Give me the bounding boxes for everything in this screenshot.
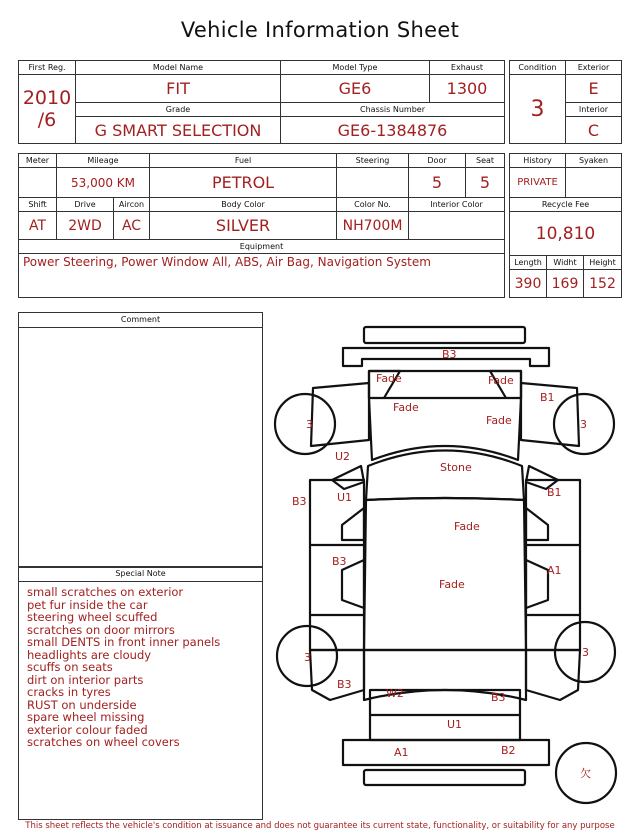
comment-label: Comment [19,313,262,328]
fuel-value: PETROL [150,168,337,198]
steering-label: Steering [337,154,409,168]
grade-value: G SMART SELECTION [76,117,281,144]
chassis-label: Chassis Number [281,103,505,117]
mark-front-right-door: B1 [547,486,562,499]
front-left-fender [311,383,369,446]
page-title: Vehicle Information Sheet [180,18,460,42]
mark-front-left-tyre: 3 [306,418,313,431]
list-item: RUST on underside [27,697,137,712]
mark-rear-bumper-left: A1 [394,746,409,759]
exhaust-label: Exhaust [430,61,505,75]
mark-windshield: U2 [335,450,351,463]
right-rear-door-window [526,560,548,608]
history-value: PRIVATE [510,168,566,198]
list-item: scuffs on seats [27,660,113,674]
first-reg-label: First Reg. [19,61,76,75]
mark-rear-left-quarter: B3 [337,678,352,691]
mark-roof-mid: Fade [454,520,480,533]
front-bumper-part [364,327,525,343]
model-type-label: Model Type [281,61,430,75]
rear-right-quarter [526,650,580,700]
seat-value: 5 [466,168,505,198]
grade-label: Grade [76,103,281,117]
height-value: 152 [584,270,622,298]
list-item: headlights are cloudy [27,647,152,662]
mark-front-right-fender: B1 [540,391,555,404]
list-item: cracks in tyres [27,685,111,699]
mark-hood-right-corner: Fade [488,374,514,387]
first-reg-month: /6 [37,109,57,131]
equipment-label: Equipment [19,240,505,254]
color-no-label: Color No. [337,198,409,212]
fuel-label: Fuel [150,154,337,168]
list-item: exterior colour faded [27,722,148,737]
equipment-value: Power Steering, Power Window All, ABS, Air Bag, Navigation System [19,254,505,298]
body-color-label: Body Color [150,198,337,212]
mark-rear-right-tyre: 3 [582,646,589,659]
seat-label: Seat [466,154,505,168]
cabin-part [364,498,526,650]
mark-front-bumper: B3 [442,348,457,361]
mark-front-right-tyre: 3 [580,418,587,431]
list-item: small scratches on exterior [27,585,184,599]
model-name-value: FIT [76,75,281,103]
width-label: Widht [547,256,584,270]
height-label: Height [584,256,622,270]
syaken-label: Syaken [566,154,622,168]
list-item: steering wheel scuffed [27,610,158,624]
list-item: scratches on door mirrors [27,622,175,637]
list-item: scratches on wheel covers [27,735,180,749]
disclaimer-text: This sheet reflects the vehicle's condition at issuance and does not guarantee its current state, functionality, or suitability for any purpose [25,821,615,831]
aircon-label: Aircon [114,198,150,212]
special-note-label: Special Note [19,567,262,582]
left-mirror [332,466,364,489]
list-item: small DENTS in front inner panels [27,635,221,649]
drive-label: Drive [57,198,114,212]
length-label: Length [510,256,547,270]
right-front-door-window [526,508,548,540]
condition-label: Condition [510,61,566,75]
mark-front-left-fender-side: B3 [292,495,307,508]
mark-hood-left-corner: Fade [376,372,402,385]
mark-front-left-door: U1 [337,491,353,504]
left-front-door-window [342,508,364,540]
meter-label: Meter [19,154,57,168]
mileage-value: 53,000 KM [57,168,150,198]
color-no-value: NH700M [337,212,409,240]
rear-bumper-lower [364,770,525,785]
list-item: dirt on interior parts [27,672,144,687]
length-value: 390 [510,270,547,298]
rear-bumper-part [343,740,549,765]
recycle-value: 10,810 [510,212,622,256]
mark-rear-left-tyre: 3 [304,651,311,664]
mark-rear-bumper-right: B2 [501,744,516,757]
mark-tailgate-left: W2 [386,687,404,700]
body-color-value: SILVER [150,212,337,240]
shift-value: AT [19,212,57,240]
mark-spare: 欠 [580,767,591,780]
mark-rear-right-door: A1 [547,564,562,577]
exterior-label: Exterior [566,61,622,75]
mark-hood-left: Fade [393,401,419,414]
model-type-value: GE6 [281,75,430,103]
chassis-value: GE6-1384876 [281,117,505,144]
interior-label: Interior [566,103,622,117]
aircon-value: AC [114,212,150,240]
front-left-tyre [275,394,335,454]
roof-part [366,451,524,501]
mark-rear-left-door: B3 [332,555,347,568]
interior-color-label: Interior Color [409,198,505,212]
recycle-label: Recycle Fee [510,198,622,212]
mark-roof-rear: Fade [439,578,465,591]
mark-roof-front: Stone [440,461,472,474]
model-name-label: Model Name [76,61,281,75]
first-reg-year: 2010 [22,87,72,109]
mark-hood-right: Fade [486,414,512,427]
history-label: History [510,154,566,168]
exhaust-value: 1300 [430,75,505,103]
width-value: 169 [547,270,584,298]
door-label: Door [409,154,466,168]
drive-value: 2WD [57,212,114,240]
exterior-value: E [566,75,622,103]
mark-tailgate-right: B3 [491,691,506,704]
interior-value: C [566,117,622,144]
list-item: pet fur inside the car [27,597,148,612]
mileage-label: Mileage [57,154,150,168]
door-value: 5 [409,168,466,198]
mark-tailgate-lower: U1 [447,718,463,731]
condition-value: 3 [510,75,566,144]
shift-label: Shift [19,198,57,212]
list-item: spare wheel missing [27,710,145,724]
